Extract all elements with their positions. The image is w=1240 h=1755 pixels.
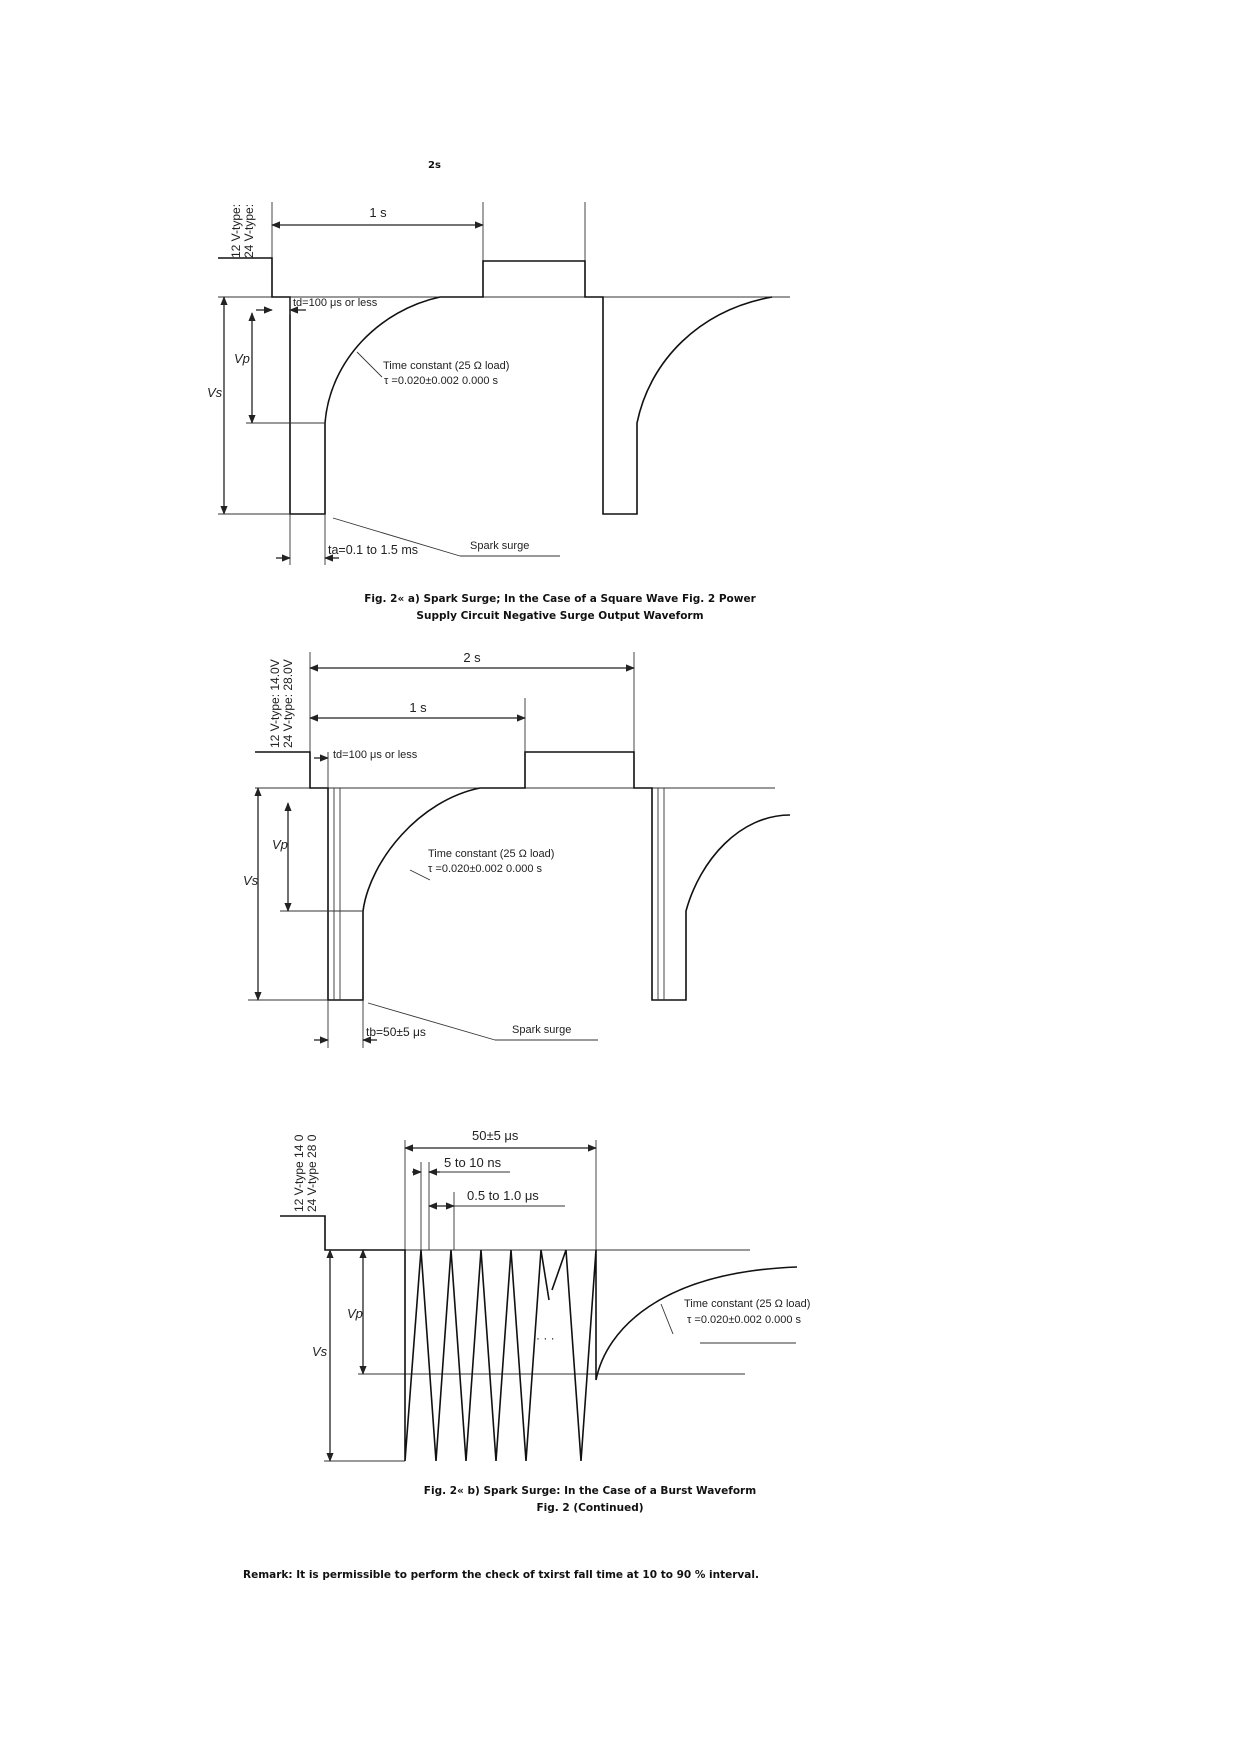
fig-a-time-constant-label: Time constant (25 Ω load) [383,360,510,372]
fig-b-caption [300,1483,880,1517]
fig-a2-period-outer-label: 2 s [463,650,481,665]
fig-b-tau-label: τ =0.020±0.002 0.000 s [687,1314,802,1326]
fig-a2-time-constant-label: Time constant (25 Ω load) [428,848,555,860]
fig-b-type-label-1: 12 V-type 14 0 [292,1134,306,1212]
fig-b-vp-label: Vp [347,1306,363,1321]
fig-b-rise-label: 5 to 10 ns [444,1155,502,1170]
fig-a-period-label: 1 s [369,205,387,220]
fig-b-time-constant-label: Time constant (25 Ω load) [684,1298,811,1310]
fig-b-type-label-2: 24 V-type 28 0 [305,1134,319,1212]
fig-a2-td-label: td=100 μs or less [333,749,418,761]
fig-b-vs-label: Vs [312,1344,328,1359]
fig-a2-period-inner-label: 1 s [409,700,427,715]
fig-b-burst-label: 50±5 μs [472,1128,519,1143]
fig-a-spark-label: Spark surge [470,540,530,552]
fig-a2-spark-label: Spark surge [512,1024,572,1036]
fig-b-caption-line-2: Fig. 2 (Continued) [536,1502,644,1514]
fig-a2-vs-label: Vs [243,873,259,888]
fig-a2-type-label-2: 24 V-type: 28.0V [281,659,295,748]
fig-a2-vp-label: Vp [272,837,288,852]
fig-a2-type-label-1: 12 V-type: 14.0V [268,659,282,748]
fig-a-caption-line-2: Supply Circuit Negative Surge Output Waveform [416,610,704,622]
fig-a-tau-label: τ =0.020±0.002 0.000 s [384,375,499,387]
remark-text: Remark: It is permissible to perform the check of txirst fall time at 10 to 90 % interval. [243,1569,759,1581]
fig-a2-tb-label: tb=50±5 μs [366,1025,426,1039]
fig-b-pulse-label: 0.5 to 1.0 μs [467,1188,539,1203]
fig-a-td-label: td=100 μs or less [293,297,378,309]
fig-a2-tau-label: τ =0.020±0.002 0.000 s [428,863,543,875]
fig-a-vp-label: Vp [234,351,250,366]
fig-b-ellipsis: · · · [536,1331,555,1345]
top-label: 2s [428,160,441,171]
fig-a-caption-line-1: Fig. 2« a) Spark Surge; In the Case of a Square Wave Fig. 2 Power [364,593,756,605]
fig-a-type-label-2: 24 V-type: [242,203,256,258]
fig-a-type-label-1: 12 V-type: [229,203,243,258]
fig-a-ta-label: ta=0.1 to 1.5 ms [328,543,418,557]
fig-a-vs-label: Vs [207,385,223,400]
fig-b-caption-line-1: Fig. 2« b) Spark Surge: In the Case of a Burst Waveform [423,1485,757,1497]
